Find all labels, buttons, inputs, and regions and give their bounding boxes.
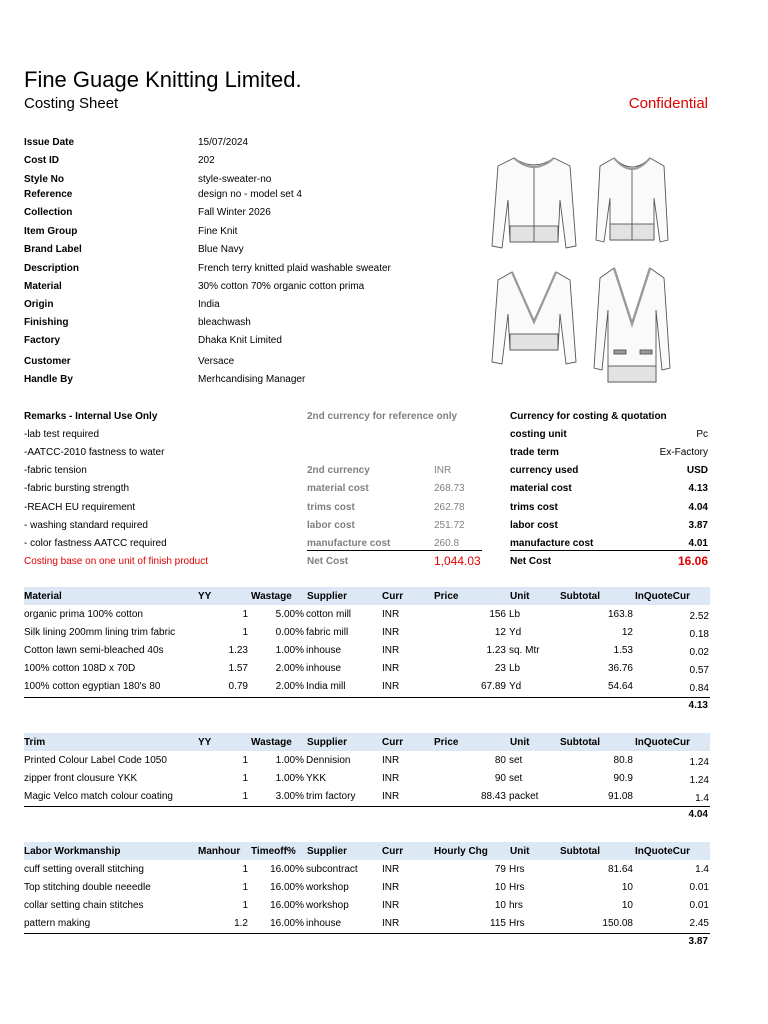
second-cost-value: 260.8 <box>434 538 460 549</box>
trade-term-value: Ex-Factory <box>659 447 708 458</box>
cell-labor: pattern making <box>24 918 91 929</box>
remark-item: -AATCC-2010 fastness to water <box>24 447 165 458</box>
second-cost-label: material cost <box>307 483 369 494</box>
info-value: Blue Navy <box>198 244 244 255</box>
cell-inquote: 1.24 <box>689 757 709 768</box>
cell-supplier: inhouse <box>306 663 342 674</box>
info-value: Fall Winter 2026 <box>198 207 271 218</box>
info-value: 15/07/2024 <box>198 137 249 148</box>
cell-subtotal: 91.08 <box>607 791 633 802</box>
cell-trim: zipper front clousure YKK <box>24 773 138 784</box>
col-header: Hourly Chg <box>434 846 488 857</box>
quote-cost-value: 4.04 <box>688 502 708 513</box>
info-value: Fine Knit <box>198 226 238 237</box>
col-header: Unit <box>510 846 530 857</box>
cell-unit: Yd <box>509 627 522 638</box>
info-label: Reference <box>24 189 73 200</box>
trade-term-label: trade term <box>510 447 559 458</box>
cell-subtotal: 10 <box>621 882 633 893</box>
info-label: Handle By <box>24 374 73 385</box>
cell-supplier: fabric mill <box>306 627 349 638</box>
info-label: Factory <box>24 335 61 346</box>
cell-curr: INR <box>382 773 400 784</box>
cell-subtotal: 12 <box>621 627 633 638</box>
cell-unit: set <box>509 773 523 784</box>
cell-supplier: workshop <box>306 900 349 911</box>
quote-cost-label: trims cost <box>510 502 558 513</box>
cell-timeoff: 16.00% <box>270 864 304 875</box>
costing-unit-value: Pc <box>696 429 708 440</box>
cell-subtotal: 36.76 <box>607 663 633 674</box>
cell-yy: 1 <box>242 609 248 620</box>
cell-price: 23 <box>494 663 506 674</box>
second-cost-label: manufacture cost <box>307 538 391 549</box>
cell-subtotal: 90.9 <box>613 773 633 784</box>
cell-subtotal: 80.8 <box>613 755 633 766</box>
cell-curr: INR <box>382 645 400 656</box>
remark-item: -fabric bursting strength <box>24 483 130 494</box>
remarks-title: Remarks - Internal Use Only <box>24 411 158 422</box>
cell-inquote: 0.02 <box>689 647 709 658</box>
cell-supplier: cotton mill <box>306 609 352 620</box>
cell-inquote: 0.84 <box>689 683 709 694</box>
labor-table <box>24 842 710 952</box>
cell-yy: 1 <box>242 791 248 802</box>
info-label: Customer <box>24 356 71 367</box>
currency-used-value: USD <box>686 465 708 476</box>
info-label: Finishing <box>24 317 69 328</box>
cell-price: 80 <box>494 755 506 766</box>
col-header: Price <box>434 591 459 602</box>
cell-subtotal: 150.08 <box>602 918 633 929</box>
quote-cost-label: labor cost <box>510 520 558 531</box>
cell-unit: Hrs <box>509 864 525 875</box>
remark-item: -fabric tension <box>24 465 87 476</box>
info-value: design no - model set 4 <box>198 189 302 200</box>
second-currency-label: 2nd currency <box>307 465 370 476</box>
labor-total: 3.87 <box>688 936 708 947</box>
cell-labor: Top stitching double neeedle <box>24 882 151 893</box>
cardigan-sketch-front-round <box>596 158 668 242</box>
quote-cost-value: 3.87 <box>688 520 708 531</box>
divider <box>24 806 710 807</box>
cell-wastage: 1.00% <box>275 755 304 766</box>
quote-currency-title: Currency for costing & quotation <box>510 411 667 422</box>
cell-yy: 1 <box>242 773 248 784</box>
col-header: Material <box>24 591 62 602</box>
remark-item: -REACH EU requirement <box>24 502 136 513</box>
cell-supplier: trim factory <box>306 791 356 802</box>
col-header: Supplier <box>307 591 348 602</box>
currency-used-label: currency used <box>510 465 579 476</box>
second-cost-label: trims cost <box>307 502 355 513</box>
cell-unit: hrs <box>509 900 523 911</box>
quote-cost-value: 4.01 <box>688 538 708 549</box>
cell-supplier: subcontract <box>306 864 358 875</box>
cell-curr: INR <box>382 900 400 911</box>
cell-price: 156 <box>489 609 506 620</box>
info-label: Item Group <box>24 226 78 237</box>
quote-net-label: Net Cost <box>510 556 552 567</box>
col-header: Subtotal <box>560 591 600 602</box>
info-value: French terry knitted plaid washable sweater <box>198 263 391 274</box>
cell-timeoff: 16.00% <box>270 918 304 929</box>
col-header: YY <box>198 591 212 602</box>
col-header: Curr <box>382 591 404 602</box>
cell-inquote: 0.01 <box>689 882 709 893</box>
info-label: Style No <box>24 174 65 185</box>
cell-supplier: YKK <box>306 773 327 784</box>
cell-unit: Hrs <box>509 918 525 929</box>
cell-wastage: 3.00% <box>275 791 304 802</box>
cell-yy: 1.57 <box>228 663 248 674</box>
cell-curr: INR <box>382 755 400 766</box>
cell-inquote: 1.4 <box>695 793 709 804</box>
cell-supplier: inhouse <box>306 645 342 656</box>
col-header: Wastage <box>251 737 292 748</box>
cardigan-sketch-vneck <box>492 272 576 364</box>
col-header: InQuoteCur <box>635 591 690 602</box>
col-header: Supplier <box>307 737 348 748</box>
remark-item: - color fastness AATCC required <box>24 538 167 549</box>
info-value: 30% cotton 70% organic cotton prima <box>198 281 365 292</box>
cardigan-sketch-long <box>594 268 670 382</box>
info-label: Cost ID <box>24 155 59 166</box>
cell-inquote: 1.4 <box>695 864 709 875</box>
cell-timeoff: 16.00% <box>270 900 304 911</box>
trim-total: 4.04 <box>688 809 708 820</box>
quote-cost-value: 4.13 <box>688 483 708 494</box>
second-net-value: 1,044.03 <box>434 554 481 568</box>
cell-unit: Lb <box>509 663 521 674</box>
cell-trim: Printed Colour Label Code 1050 <box>24 755 167 766</box>
col-header: Timeoff% <box>251 846 296 857</box>
cell-price: 88.43 <box>480 791 506 802</box>
info-label: Issue Date <box>24 137 75 148</box>
cell-curr: INR <box>382 681 400 692</box>
cell-yy: 1.23 <box>228 645 248 656</box>
cardigan-sketch-front-crop <box>492 158 576 248</box>
info-value: bleachwash <box>198 317 251 328</box>
material-table-header <box>24 587 710 605</box>
col-header: Curr <box>382 737 404 748</box>
cell-supplier: inhouse <box>306 918 342 929</box>
cell-timeoff: 16.00% <box>270 882 304 893</box>
col-header: Unit <box>510 591 530 602</box>
second-net-label: Net Cost <box>307 556 349 567</box>
divider <box>307 550 482 551</box>
col-header: Labor Workmanship <box>24 846 121 857</box>
cell-subtotal: 54.64 <box>607 681 633 692</box>
cell-price: 12 <box>494 627 506 638</box>
cell-labor: cuff setting overall stitching <box>24 864 144 875</box>
cell-yy: 1 <box>242 627 248 638</box>
col-header: Supplier <box>307 846 348 857</box>
cell-manhour: 1.2 <box>234 918 248 929</box>
second-cost-value: 262.78 <box>434 502 465 513</box>
cell-subtotal: 163.8 <box>607 609 633 620</box>
trim-table-header <box>24 733 710 751</box>
info-label: Description <box>24 263 80 274</box>
cell-inquote: 2.45 <box>689 918 709 929</box>
cell-curr: INR <box>382 864 400 875</box>
cell-supplier: Dennision <box>306 755 351 766</box>
info-value: Dhaka Knit Limited <box>198 335 282 346</box>
cell-inquote: 0.01 <box>689 900 709 911</box>
cell-material: Cotton lawn semi-bleached 40s <box>24 645 164 656</box>
info-value: style-sweater-no <box>198 174 272 185</box>
cell-inquote: 2.52 <box>689 611 709 622</box>
col-header: Manhour <box>198 846 241 857</box>
col-header: Subtotal <box>560 846 600 857</box>
cell-trim: Magic Velco match colour coating <box>24 791 173 802</box>
confidential-label: Confidential <box>628 95 708 112</box>
cell-wastage: 1.00% <box>275 773 304 784</box>
cell-inquote: 0.57 <box>689 665 709 676</box>
cell-manhour: 1 <box>242 882 248 893</box>
cell-wastage: 2.00% <box>275 681 304 692</box>
info-value: 202 <box>198 155 215 166</box>
info-label: Material <box>24 281 62 292</box>
cell-hourly: 115 <box>490 918 506 929</box>
cell-manhour: 1 <box>242 864 248 875</box>
cell-wastage: 2.00% <box>275 663 304 674</box>
remark-item: -lab test required <box>24 429 100 440</box>
info-label: Origin <box>24 299 54 310</box>
info-value: Versace <box>198 356 235 367</box>
info-label: Brand Label <box>24 244 82 255</box>
cell-price: 90 <box>494 773 506 784</box>
remark-item: - washing standard required <box>24 520 148 531</box>
cell-curr: INR <box>382 627 400 638</box>
cell-unit: Hrs <box>509 882 525 893</box>
second-currency-value: INR <box>434 465 452 476</box>
cell-curr: INR <box>382 663 400 674</box>
cell-wastage: 0.00% <box>275 627 304 638</box>
cell-wastage: 1.00% <box>275 645 304 656</box>
garment-sketches <box>486 150 682 390</box>
cell-labor: collar setting chain stitches <box>24 900 144 911</box>
cell-supplier: workshop <box>306 882 349 893</box>
cell-yy: 1 <box>242 755 248 766</box>
col-header: Price <box>434 737 459 748</box>
quote-cost-label: material cost <box>510 483 572 494</box>
cell-hourly: 10 <box>494 900 506 911</box>
labor-table-header <box>24 842 710 860</box>
cell-price: 67.89 <box>480 681 506 692</box>
col-header: Curr <box>382 846 404 857</box>
col-header: InQuoteCur <box>635 846 690 857</box>
col-header: Wastage <box>251 591 292 602</box>
trim-table <box>24 733 710 823</box>
costing-unit-label: costing unit <box>510 429 567 440</box>
cell-inquote: 1.24 <box>689 775 709 786</box>
second-cost-label: labor cost <box>307 520 355 531</box>
quote-cost-label: manufacture cost <box>510 538 594 549</box>
cell-inquote: 0.18 <box>689 629 709 640</box>
material-table <box>24 587 710 717</box>
cell-material: organic prima 100% cotton <box>24 609 143 620</box>
costing-note: Costing base on one unit of finish product <box>24 556 209 567</box>
divider <box>510 550 710 551</box>
company-name: Fine Guage Knitting Limited. <box>24 67 302 92</box>
col-header: Subtotal <box>560 737 600 748</box>
cell-manhour: 1 <box>242 900 248 911</box>
cell-subtotal: 81.64 <box>607 864 633 875</box>
info-value: India <box>198 299 220 310</box>
cell-subtotal: 1.53 <box>613 645 633 656</box>
cell-yy: 0.79 <box>228 681 248 692</box>
cell-subtotal: 10 <box>621 900 633 911</box>
cell-material: 100% cotton 108D x 70D <box>24 663 136 674</box>
cell-unit: Yd <box>509 681 522 692</box>
cell-curr: INR <box>382 918 400 929</box>
material-total: 4.13 <box>688 700 708 711</box>
cell-curr: INR <box>382 882 400 893</box>
col-header: Unit <box>510 737 530 748</box>
col-header: Trim <box>24 737 46 748</box>
cell-price: 1.23 <box>486 645 506 656</box>
cell-hourly: 10 <box>494 882 506 893</box>
cell-unit: packet <box>509 791 539 802</box>
cell-wastage: 5.00% <box>275 609 304 620</box>
divider <box>24 697 710 698</box>
quote-net-value: 16.06 <box>677 554 708 568</box>
divider <box>24 933 710 934</box>
cell-supplier: India mill <box>306 681 346 692</box>
cell-curr: INR <box>382 791 400 802</box>
cell-material: Silk lining 200mm lining trim fabric <box>24 627 176 638</box>
second-cost-value: 251.72 <box>434 520 465 531</box>
second-currency-title: 2nd currency for reference only <box>307 411 458 422</box>
cell-unit: sq. Mtr <box>509 645 540 656</box>
info-value: Merhcandising Manager <box>198 374 306 385</box>
cell-unit: set <box>509 755 523 766</box>
sheet-subtitle: Costing Sheet <box>24 95 119 112</box>
cell-material: 100% cotton egyptian 180's 80 <box>24 681 161 692</box>
info-label: Collection <box>24 207 73 218</box>
cell-unit: Lb <box>509 609 521 620</box>
col-header: YY <box>198 737 212 748</box>
second-cost-value: 268.73 <box>434 483 465 494</box>
col-header: InQuoteCur <box>635 737 690 748</box>
cell-hourly: 79 <box>494 864 506 875</box>
cell-curr: INR <box>382 609 400 620</box>
